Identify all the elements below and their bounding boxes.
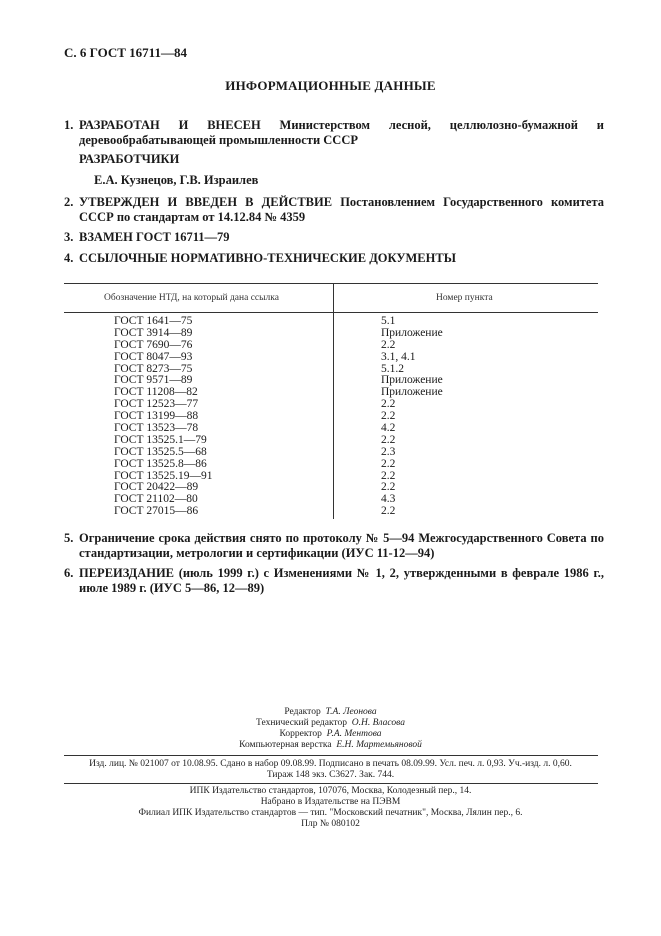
table-cell-document: ГОСТ 13523—78: [114, 422, 199, 435]
section-text: Постановлением Государственного комитета СССР по стандартам от 14.12.84 № 4359: [79, 195, 605, 224]
section-text: Ограничение срока действия снято по протоколу № 5—94 Межгосударственного Совета по стандартизации, метрологии и сертификации (ИУС 11-12—94): [79, 531, 604, 560]
document-column: [114, 316, 213, 518]
imprint-line-6: Плр № 080102: [301, 819, 360, 829]
section-6: [64, 566, 604, 596]
imprint-rule-bottom: [64, 783, 598, 784]
references-table: [64, 283, 598, 519]
table-cell-document: ГОСТ 21102—80: [114, 493, 198, 506]
page-header: С. 6 ГОСТ 16711—84: [64, 45, 187, 60]
section-lead: УТВЕРЖДЕН И ВВЕДЕН В ДЕЙСТВИЕ: [79, 195, 333, 209]
table-cell-document: ГОСТ 12523—77: [114, 398, 199, 411]
table-cell-point: 2.2: [381, 481, 396, 494]
table-cell-point: 5.1.2: [381, 362, 404, 375]
table-cell-point: 2.2: [381, 469, 396, 482]
table-header-document: Обозначение НТД, на который дана ссылка: [104, 293, 279, 303]
table-column-divider: [333, 283, 334, 519]
table-cell-point: 2.2: [381, 505, 396, 518]
imprint-tech-editor: Технический редактор О.Н. Власова: [256, 718, 405, 728]
table-cell-point: 4.3: [381, 493, 396, 506]
table-header-point: Номер пункта: [436, 293, 493, 303]
table-cell-point: 2.3: [381, 445, 396, 458]
section-1: [64, 118, 604, 148]
imprint-proofreader: Корректор Р.А. Ментова: [279, 729, 382, 739]
table-cell-point: 5.1: [381, 315, 396, 327]
table-cell-document: ГОСТ 13525.5—68: [114, 445, 207, 458]
table-cell-point: 3.1, 4.1: [381, 350, 416, 363]
imprint-line-5: Филиал ИПК Издательство стандартов — тип. "Московский печатник", Москва, Лялин пер., 6.: [138, 808, 523, 818]
section-text: ССЫЛОЧНЫЕ НОРМАТИВНО-ТЕХНИЧЕСКИЕ ДОКУМЕНТЫ: [79, 251, 456, 265]
table-cell-document: ГОСТ 13199—88: [114, 410, 199, 423]
table-cell-point: Приложение: [381, 374, 443, 387]
table-cell-document: ГОСТ 13525.8—86: [114, 457, 207, 470]
table-cell-point: 2.2: [381, 457, 396, 470]
section-3: [64, 230, 604, 245]
table-header-rule: [64, 312, 598, 313]
table-cell-document: ГОСТ 27015—86: [114, 505, 199, 518]
table-cell-document: ГОСТ 8273—75: [114, 362, 193, 375]
imprint-line-2: Тираж 148 экз. С3627. Зак. 744.: [266, 770, 395, 780]
developers-names: Е.А. Кузнецов, Г.В. Израилев: [94, 173, 259, 187]
imprint-line-3: ИПК Издательство стандартов, 107076, Москва, Колодезный пер., 14.: [189, 786, 472, 796]
table-cell-point: 2.2: [381, 410, 396, 423]
section-number: 2.: [64, 195, 74, 209]
section-number: 1.: [64, 118, 74, 132]
table-cell-document: ГОСТ 11208—82: [114, 386, 198, 399]
section-number: 3.: [64, 230, 74, 244]
developers-label: РАЗРАБОТЧИКИ: [79, 152, 180, 166]
table-cell-point: Приложение: [381, 386, 443, 399]
section-5: [64, 531, 604, 561]
table-cell-document: ГОСТ 13525.19—91: [114, 469, 213, 482]
table-cell-document: ГОСТ 20422—89: [114, 481, 199, 494]
table-cell-point: Приложение: [381, 326, 443, 339]
section-text: ПЕРЕИЗДАНИЕ (июль 1999 г.) с Изменениями № 1, 2, утвержденными в феврале 1986 г., июле 1989 г. (ИУС 5—86, 12—89): [79, 566, 604, 595]
point-column: [381, 316, 443, 518]
table-cell-document: ГОСТ 1641—75: [114, 315, 193, 327]
section-number: 6.: [64, 566, 74, 580]
table-cell-document: ГОСТ 3914—89: [114, 326, 193, 339]
table-cell-point: 4.2: [381, 422, 396, 435]
imprint-line-4: Набрано в Издательстве на ПЭВМ: [260, 797, 401, 807]
section-number: 4.: [64, 251, 74, 265]
table-cell-document: ГОСТ 7690—76: [114, 338, 193, 351]
table-cell-document: ГОСТ 13525.1—79: [114, 433, 207, 446]
section-number: 5.: [64, 531, 74, 545]
table-top-rule: [64, 283, 598, 284]
section-text: Министерством лесной, целлюлозно-бумажной и деревообрабатывающей промышленности СССР: [79, 118, 604, 147]
table-cell-point: 2.2: [381, 398, 396, 411]
section-2: [64, 195, 604, 225]
section-4: [64, 251, 604, 266]
table-cell-point: 2.2: [381, 338, 396, 351]
imprint-editor: Редактор Т.А. Леонова: [284, 707, 377, 717]
imprint-line-1: Изд. лиц. № 021007 от 10.08.95. Сдано в набор 09.08.99. Подписано в печать 08.09.99. Усл. печ. л. 0,93. Уч.-изд. л. 0,60.: [89, 759, 572, 769]
section-text: ВЗАМЕН ГОСТ 16711—79: [79, 230, 230, 244]
table-cell-document: ГОСТ 8047—93: [114, 350, 193, 363]
table-cell-document: ГОСТ 9571—89: [114, 374, 193, 387]
table-cell-point: 2.2: [381, 433, 396, 446]
section-lead: РАЗРАБОТАН И ВНЕСЕН: [79, 118, 261, 132]
imprint-layout: Компьютерная верстка Е.Н. Мартемьяновой: [239, 740, 422, 750]
page-title: ИНФОРМАЦИОННЫЕ ДАННЫЕ: [225, 78, 436, 93]
imprint-rule-top: [64, 755, 598, 756]
